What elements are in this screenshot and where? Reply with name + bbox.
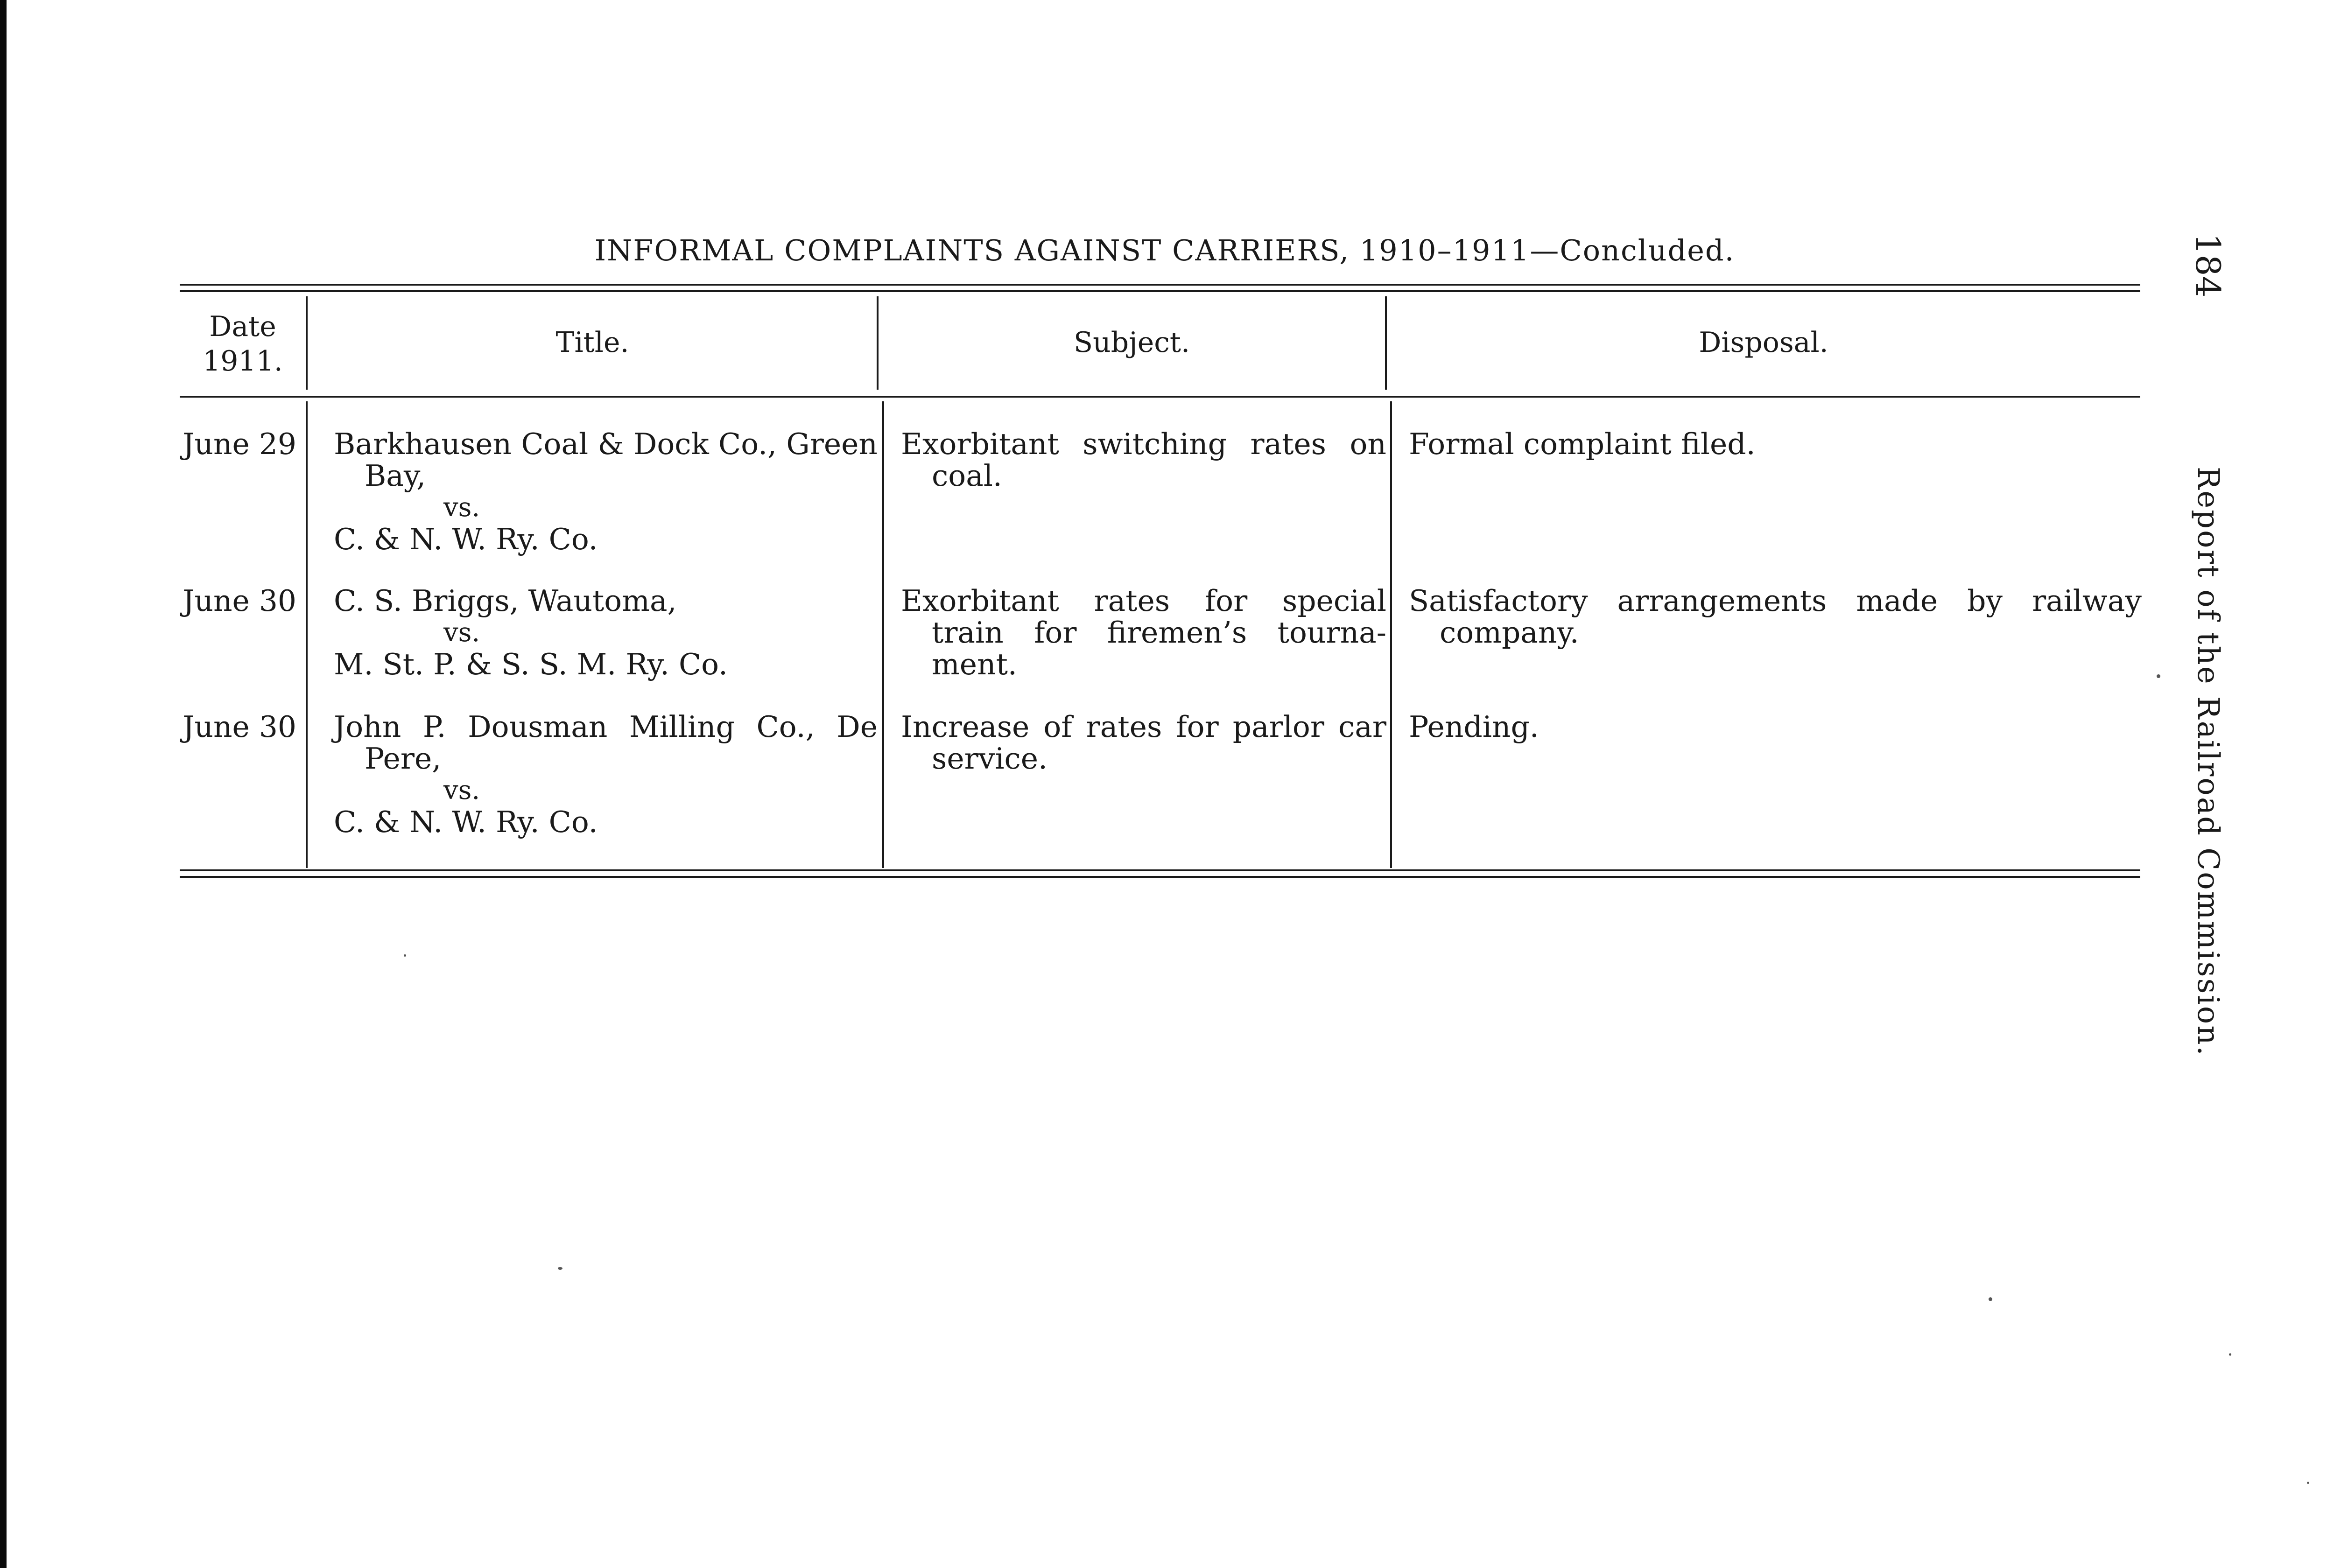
header-subject: Subject. bbox=[1073, 326, 1190, 359]
scan-speck bbox=[558, 1267, 562, 1270]
row-3-title-line-2: Pere, bbox=[365, 742, 442, 776]
row-2-disposal-line-2: company. bbox=[1440, 616, 1579, 650]
scan-edge bbox=[0, 0, 7, 1568]
row-1-date: June 29 bbox=[183, 427, 296, 461]
scan-speck bbox=[1989, 1297, 1992, 1301]
row-2-disposal-line-1: Satisfactory arrangements made by railway bbox=[1409, 584, 2142, 618]
table-bottom-rule-1 bbox=[180, 869, 2140, 871]
col-sep-disposal-body bbox=[1390, 401, 1392, 868]
row-3-subject-line-1: Increase of rates for parlor car bbox=[901, 710, 1386, 744]
row-2-subject-line-2: train for firemen’s tourna- bbox=[932, 616, 1386, 650]
row-3-title-line-4: C. & N. W. Ry. Co. bbox=[334, 805, 598, 839]
page-number: 184 bbox=[2188, 233, 2228, 298]
table-top-rule-2 bbox=[180, 290, 2140, 292]
header-date-line1: Date bbox=[209, 310, 276, 343]
row-3-disposal-line-1: Pending. bbox=[1409, 710, 1539, 744]
row-3-disposal bbox=[1409, 711, 2142, 743]
scan-speck bbox=[404, 954, 406, 957]
row-3-title-line-1: John P. Dousman Milling Co., De bbox=[334, 710, 878, 744]
side-header bbox=[2189, 467, 2227, 1139]
row-1-title-line-1: Barkhausen Coal & Dock Co., Green bbox=[334, 427, 878, 461]
row-1-subject-line-1: Exorbitant switching rates on bbox=[901, 427, 1386, 461]
header-date bbox=[180, 309, 306, 378]
header-date-line2: 1911. bbox=[203, 345, 283, 378]
row-2-title-versus: vs. bbox=[443, 617, 480, 648]
row-2-title-line-1: C. S. Briggs, Wautoma, bbox=[334, 584, 677, 618]
col-sep-date-header bbox=[306, 296, 308, 390]
row-1-title bbox=[334, 428, 878, 555]
row-1-title-versus: vs. bbox=[443, 492, 480, 523]
header-title: Title. bbox=[555, 326, 629, 359]
scan-speck bbox=[2157, 674, 2160, 678]
col-sep-date-body bbox=[306, 401, 308, 868]
row-2-title bbox=[334, 585, 878, 680]
row-3-subject bbox=[901, 711, 1386, 775]
side-header-text: Report of the Railroad Commission. bbox=[2191, 467, 2225, 1057]
row-3-title bbox=[334, 711, 878, 838]
row-1-subject-line-2: coal. bbox=[932, 459, 1002, 493]
row-1-subject bbox=[901, 428, 1386, 492]
row-1-title-line-4: C. & N. W. Ry. Co. bbox=[334, 522, 598, 556]
row-3-date: June 30 bbox=[183, 710, 296, 744]
row-3-title-versus: vs. bbox=[443, 775, 480, 805]
header-disposal: Disposal. bbox=[1699, 326, 1828, 359]
row-1-disposal-line-1: Formal complaint filed. bbox=[1409, 427, 1756, 461]
row-1-disposal bbox=[1409, 428, 2142, 460]
row-2-date: June 30 bbox=[183, 584, 296, 618]
page-title: INFORMAL COMPLAINTS AGAINST CARRIERS, 1910–1911—Concluded. bbox=[594, 233, 1735, 267]
col-sep-subject-body bbox=[882, 401, 884, 868]
header-bottom-rule bbox=[180, 396, 2140, 398]
table-top-rule-1 bbox=[180, 284, 2140, 286]
row-3-subject-line-2: service. bbox=[932, 742, 1048, 776]
scan-speck bbox=[2307, 1482, 2309, 1484]
row-2-subject-line-3: ment. bbox=[932, 647, 1017, 681]
row-2-disposal bbox=[1409, 585, 2142, 649]
table-bottom-rule-2 bbox=[180, 876, 2140, 878]
row-2-subject-line-1: Exorbitant rates for special bbox=[901, 584, 1386, 618]
scan-speck bbox=[2229, 1353, 2231, 1356]
row-1-title-line-2: Bay, bbox=[365, 459, 426, 493]
row-2-subject bbox=[901, 585, 1386, 680]
row-2-title-line-3: M. St. P. & S. S. M. Ry. Co. bbox=[334, 647, 728, 681]
